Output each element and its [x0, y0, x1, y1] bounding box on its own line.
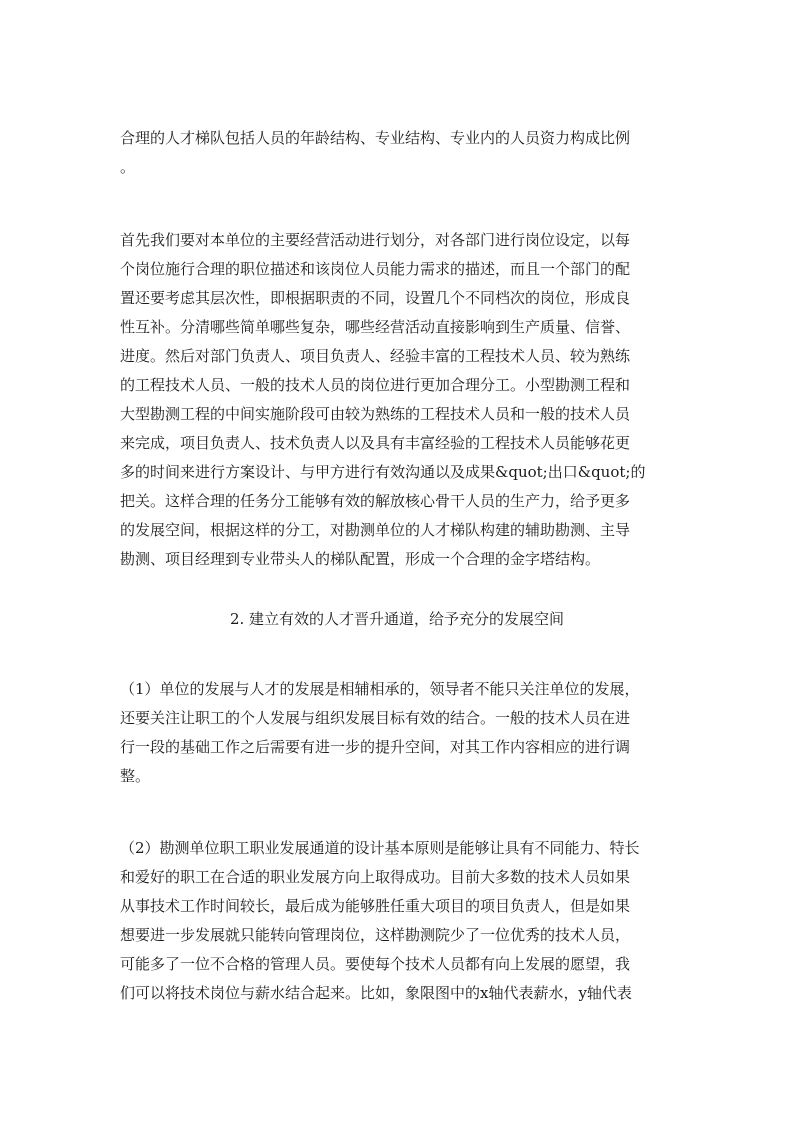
- section-heading-2: 2. 建立有效的人才晋升通道，给予充分的发展空间: [229, 610, 565, 628]
- paragraph-talent-structure: 合理的人才梯队包括人员的年龄结构、专业结构、专业内的人员资力构成比例 。: [120, 129, 631, 176]
- paragraph-development-2: （2）勘测单位职工职业发展通道的设计基本原则是能够让具有不同能力、特长 和爱好的职工在合适的职业发展方向上取得成功。目前大多数的技术人员如果 从事技术工作时间较长，最后成为能够胜任重大项目的项目负责人，但是如果 想要进一步发展就只能转向管理岗位，这样勘测院少了一位优秀的技术人员， 可能多了一位不合格的管理人员。要使每个技术人员都有向上发展的愿望，我 们可以将技术岗位与薪水结合起来。比如，象限图中的x轴代表薪水，y轴代表: [120, 839, 640, 1002]
- paragraph-job-division: 首先我们要对本单位的主要经营活动进行划分，对各部门进行岗位设定，以每 个岗位施行合理的职位描述和该岗位人员能力需求的描述，而且一个部门的配 置还要考虑其层次性，即根据职责的不同，设置几个不同档次的岗位，形成良 性互补。分清哪些简单哪些复杂，哪些经营活动直接影响到生产质量、信誉、 进度。然后对部门负责人、项目负责人、经验丰富的工程技术人员、较为熟练 的工程技术人员、一般的技术人员的岗位进行更加合理分工。小型勘测工程和 大型勘测工程的中间实施阶段可由较为熟练的工程技术人员和一般的技术人员 来完成，项目负责人、技术负责人以及具有丰富经验的工程技术人员能够花更 多的时间来进行方案设计、与甲方进行有效沟通以及成果&quot;出口&quot;的 把关。这样合理的任务分工能够有效的解放核心骨干人员的生产力，给予更多 的发展空间，根据这样的分工，对勘测单位的人才梯队构建的辅助勘测、主导 勘测、项目经理到专业带头人的梯队配置，形成一个合理的金字塔结构。: [120, 231, 646, 568]
- paragraph-development-1: （1）单位的发展与人才的发展是相辅相承的，领导者不能只关注单位的发展， 还要关注让职工的个人发展与组织发展目标有效的结合。一般的技术人员在进 行一段的基础工作之后需要有进一步的提升空间，对其工作内容相应的进行调 整。: [120, 680, 640, 785]
